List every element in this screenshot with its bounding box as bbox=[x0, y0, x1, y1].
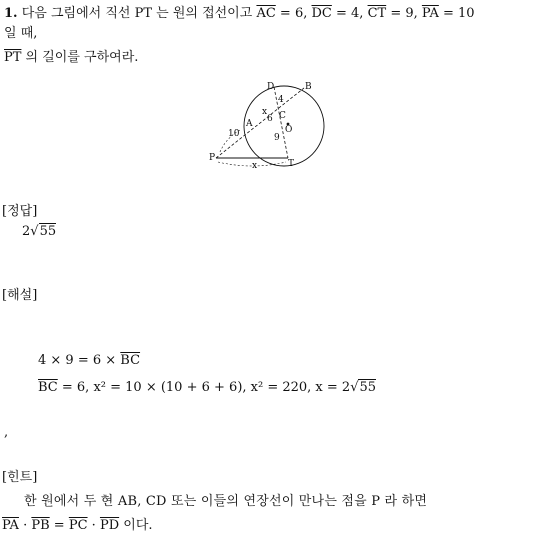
label-9: 9 bbox=[274, 133, 280, 143]
answer-radicand: 55 bbox=[39, 224, 57, 239]
label-4: 4 bbox=[278, 95, 284, 105]
eq2-segment-bc: $\overline{BC}$ bbox=[38, 380, 58, 395]
eq2-body: = 6, x² = 10 × (10 + 6 + 6), x² = 220, x = 2 bbox=[57, 380, 351, 395]
hint-equals: = bbox=[49, 518, 69, 533]
answer-value bbox=[22, 224, 56, 239]
hint-dot-2: · bbox=[87, 518, 100, 533]
label-6: 6 bbox=[267, 114, 273, 124]
hint-segment-pb: $\overline{PB}$ bbox=[31, 518, 50, 533]
label-o: O bbox=[285, 125, 293, 135]
segment-ct: $\overline{CT}$ bbox=[367, 6, 387, 21]
explanation-eq-1 bbox=[38, 353, 140, 368]
eq2-radicand: 55 bbox=[359, 380, 377, 395]
label-x-bottom: x bbox=[252, 161, 258, 171]
secant-pb bbox=[216, 88, 304, 158]
hint-line-1: 한 원에서 두 현 AB, CD 또는 이들의 연장선이 만나는 점을 P 라 하면 bbox=[24, 494, 428, 509]
hint-segment-pa: $\overline{PA}$ bbox=[2, 518, 19, 533]
problem-line-2: 일 때, bbox=[4, 26, 38, 41]
explanation-heading: [해설] bbox=[2, 288, 38, 303]
segment-pt: $\overline{PT}$ bbox=[4, 50, 22, 65]
value-ac: = 6, bbox=[275, 6, 312, 21]
hint-heading: [힌트] bbox=[2, 470, 38, 485]
problem-number: 1. bbox=[4, 6, 18, 21]
answer-heading: [정답] bbox=[2, 204, 38, 219]
label-d: D bbox=[267, 82, 275, 92]
eq1-segment-bc: $\overline{BC}$ bbox=[120, 353, 141, 368]
value-pa: = 10 bbox=[438, 6, 475, 21]
value-ct: = 9, bbox=[386, 6, 422, 21]
eq1-left: 4 × 9 = 6 × bbox=[38, 353, 121, 368]
hint-segment-pd: $\overline{PD}$ bbox=[99, 518, 120, 533]
sqrt-symbol: √ bbox=[350, 380, 359, 395]
hint-dot-1: · bbox=[18, 518, 32, 533]
label-b: B bbox=[305, 82, 312, 92]
hint-segment-pc: $\overline{PC}$ bbox=[68, 518, 88, 533]
problem-question: 의 길이를 구하여라. bbox=[21, 50, 139, 65]
segment-ac: $\overline{AC}$ bbox=[256, 6, 276, 21]
label-a: A bbox=[246, 119, 253, 129]
explanation-eq-2 bbox=[38, 380, 376, 395]
sqrt-symbol: √ bbox=[30, 224, 39, 239]
answer-coefficient: 2 bbox=[22, 224, 31, 239]
label-p: P bbox=[209, 153, 216, 163]
value-dc: = 4, bbox=[331, 6, 368, 21]
segment-dc: $\overline{DC}$ bbox=[311, 6, 332, 21]
hint-line-2 bbox=[2, 514, 153, 533]
label-t: T bbox=[288, 159, 295, 169]
label-c: C bbox=[279, 111, 286, 121]
label-x-top: x bbox=[262, 107, 268, 117]
geometry-figure bbox=[206, 78, 336, 173]
problem-text: 다음 그림에서 직선 PT 는 원의 접선이고 bbox=[21, 6, 257, 21]
problem-line-1 bbox=[4, 2, 475, 21]
label-10: 10 bbox=[228, 129, 240, 139]
segment-pa: $\overline{PA}$ bbox=[421, 6, 439, 21]
hint-tail: 이다. bbox=[119, 518, 153, 533]
problem-line-3 bbox=[4, 46, 138, 65]
stray-comma: , bbox=[4, 425, 9, 440]
